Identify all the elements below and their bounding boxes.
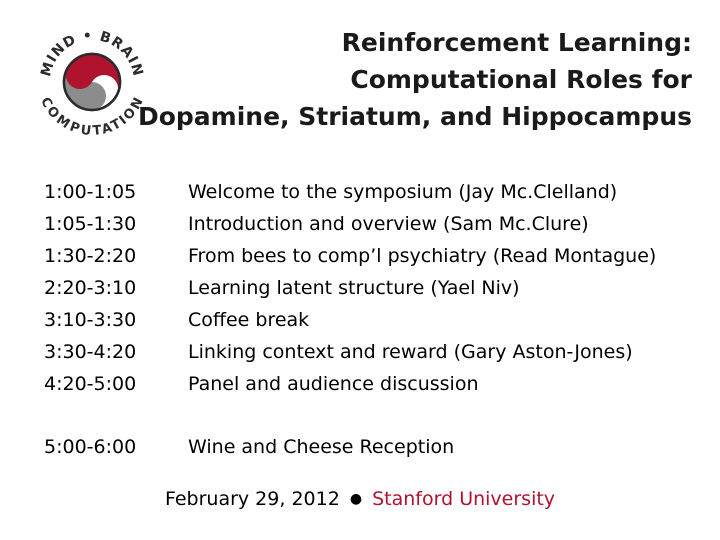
schedule-event: Wine and Cheese Reception (188, 436, 455, 458)
schedule-row (44, 208, 704, 240)
schedule-event: Linking context and reward (Gary Aston-Jones) (188, 341, 633, 363)
logo-text-bottom: COMPUTATION (37, 95, 147, 136)
schedule-time: 1:05-1:30 (44, 213, 137, 235)
schedule-event: Panel and audience discussion (188, 373, 479, 395)
schedule-time: 3:30-4:20 (44, 341, 137, 363)
slide-title (132, 24, 692, 135)
schedule-event: Learning latent structure (Yael Niv) (188, 277, 520, 299)
bullet-separator-icon: ● (349, 491, 363, 507)
schedule-time: 5:00-6:00 (44, 436, 137, 458)
schedule-row (44, 431, 704, 463)
schedule-row (44, 304, 704, 336)
schedule-time: 3:10-3:30 (44, 309, 137, 331)
schedule-event: Welcome to the symposium (Jay Mc.Clelland) (188, 181, 618, 203)
title-line-1: Reinforcement Learning: (341, 28, 692, 57)
schedule-row (44, 176, 704, 208)
schedule-time: 4:20-5:00 (44, 373, 137, 395)
logo-text-top: MIND • BRAIN (38, 27, 146, 79)
footer (0, 484, 720, 514)
schedule-row (44, 368, 704, 400)
schedule-event: Introduction and overview (Sam Mc.Clure) (188, 213, 589, 235)
schedule-time: 1:00-1:05 (44, 181, 137, 203)
schedule-event: From bees to comp’l psychiatry (Read Montague) (188, 245, 657, 267)
event-venue: Stanford University (372, 488, 556, 510)
schedule-row (44, 336, 704, 368)
schedule-event: Coffee break (188, 309, 310, 331)
schedule-table (44, 176, 704, 463)
schedule-time: 1:30-2:20 (44, 245, 137, 267)
schedule-row (44, 272, 704, 304)
title-line-2: Computational Roles for (350, 65, 692, 94)
title-line-3: Dopamine, Striatum, and Hippocampus (137, 102, 692, 131)
schedule-time: 2:20-3:10 (44, 277, 137, 299)
schedule-row (44, 240, 704, 272)
event-date: February 29, 2012 (164, 488, 340, 510)
